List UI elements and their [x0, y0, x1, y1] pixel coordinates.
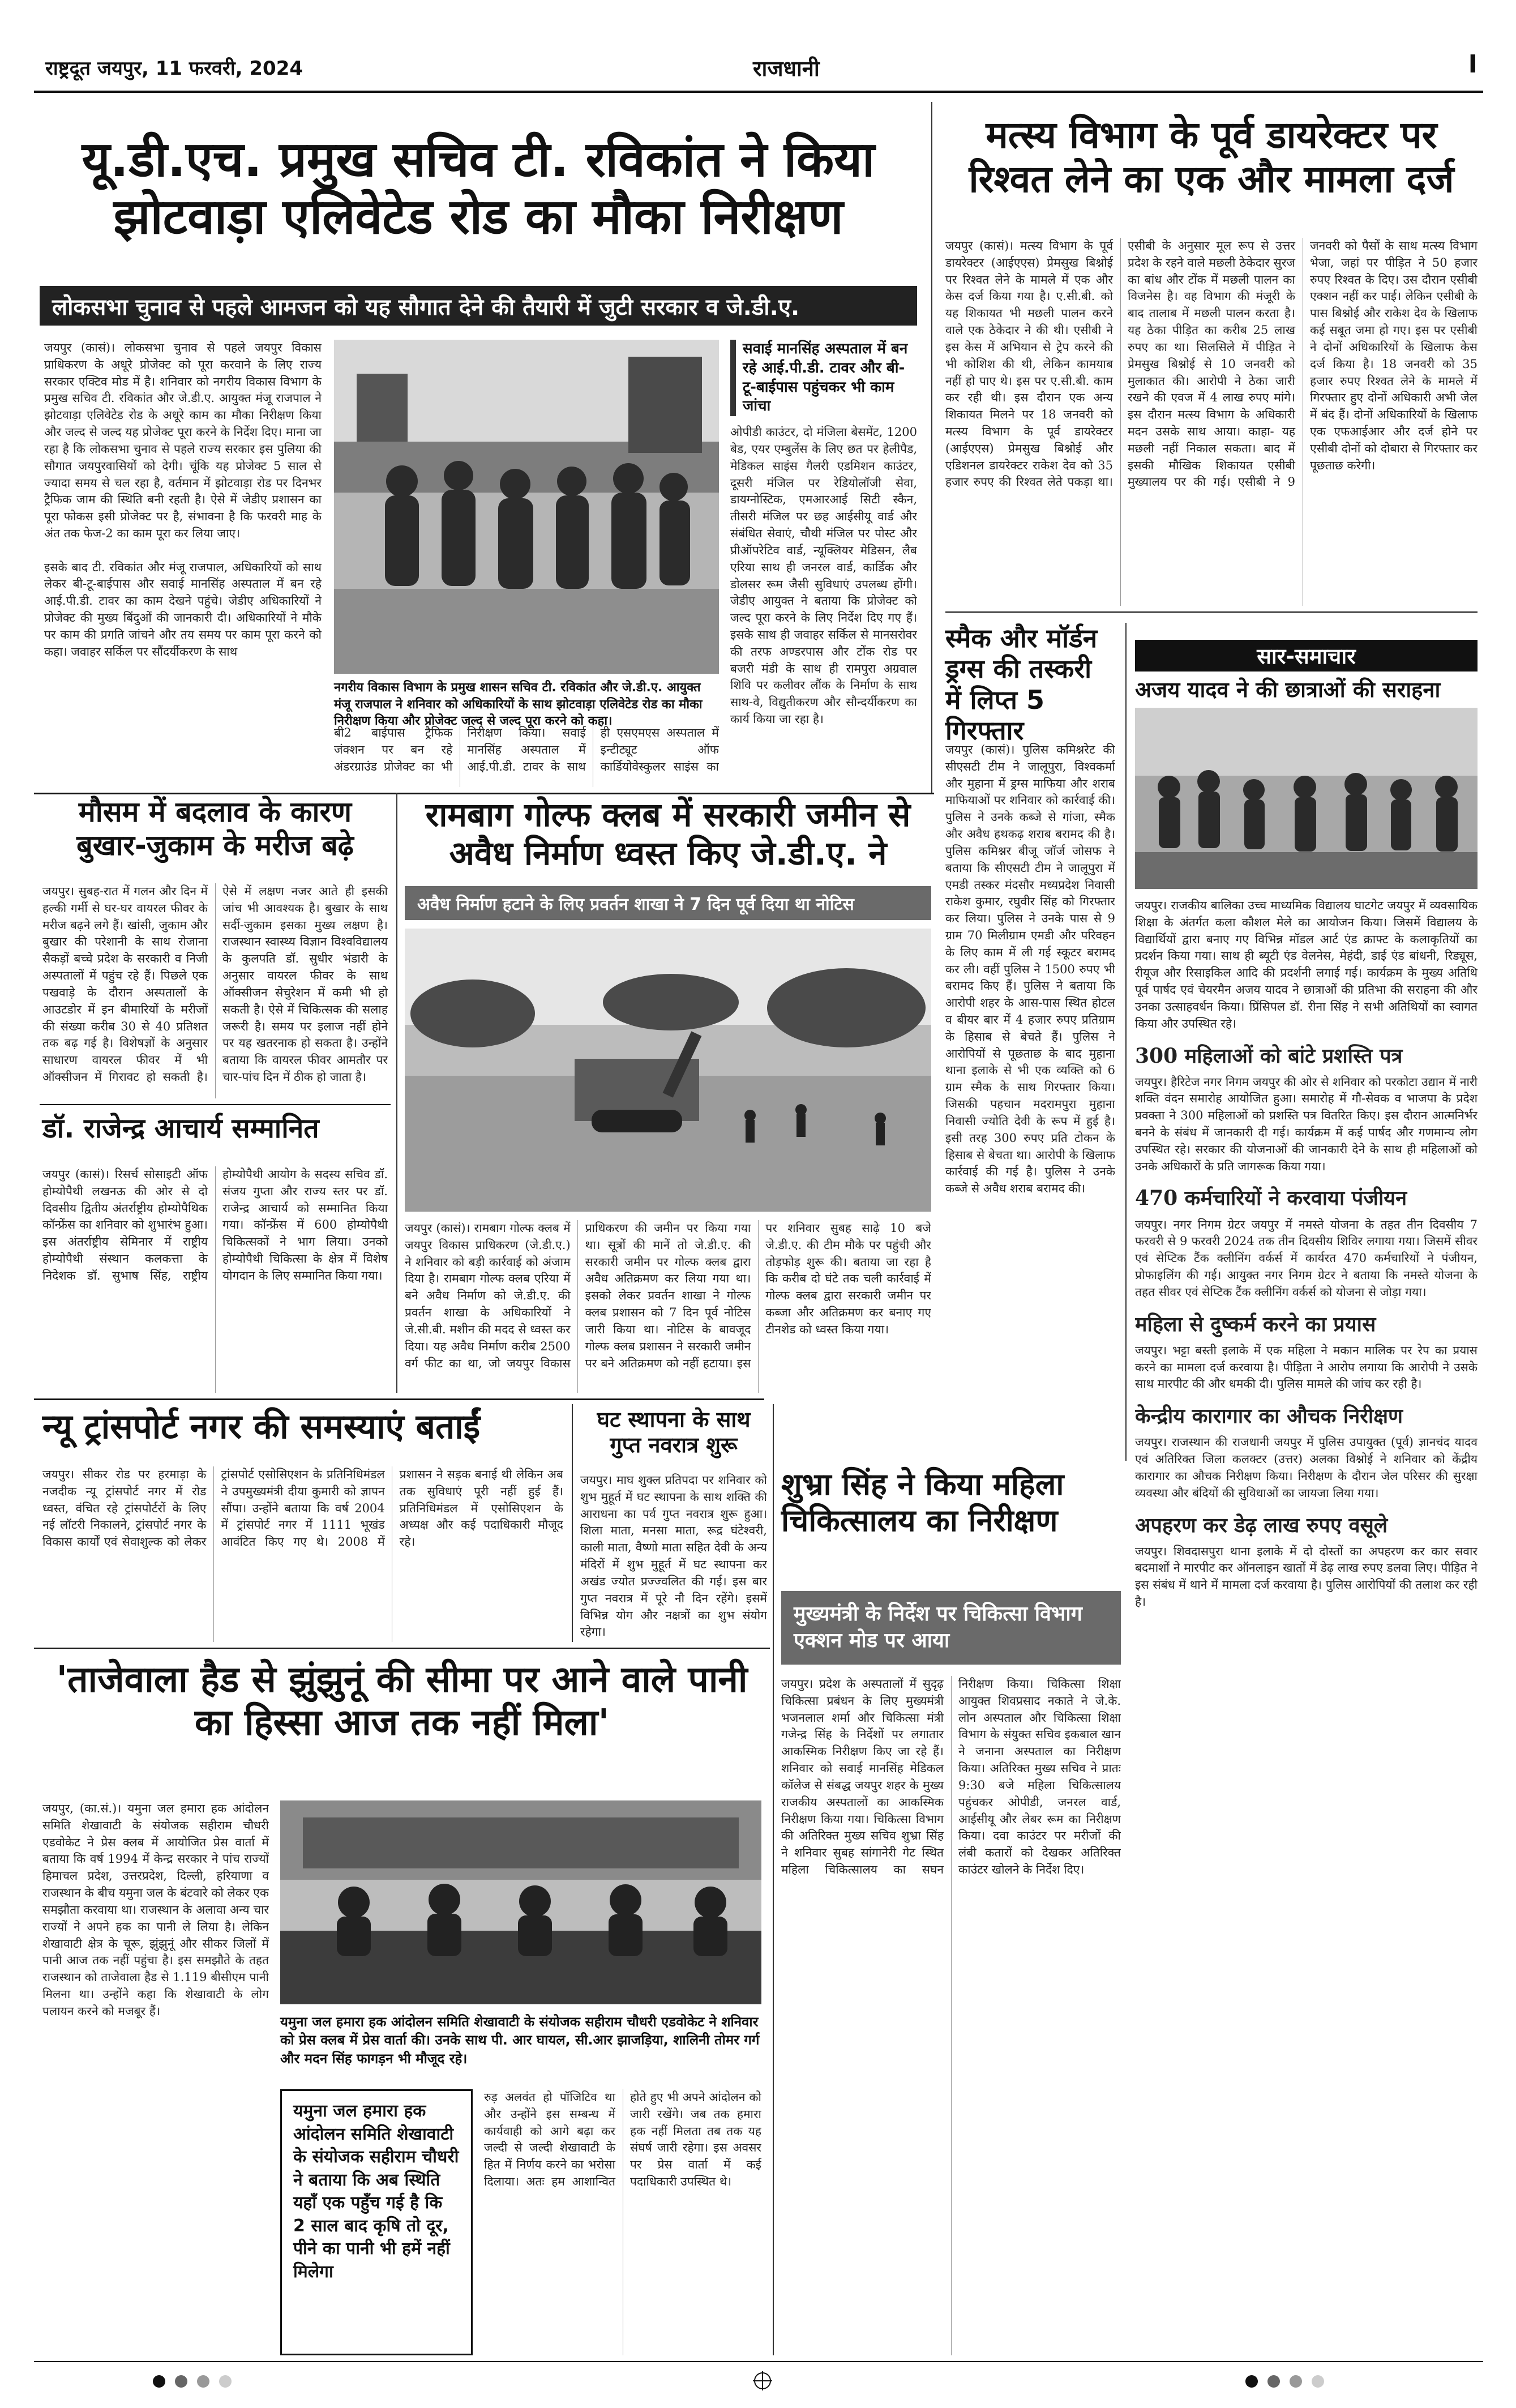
color-mark: [1290, 2375, 1302, 2388]
divider-weather-golf: [396, 793, 397, 1393]
divider-water: [34, 1648, 770, 1649]
udh-photo-illustration: [334, 340, 719, 674]
color-mark: [197, 2375, 209, 2388]
sar-item1-title: अजय यादव ने की छात्राओं की सराहना: [1135, 677, 1441, 702]
divider-top-center: [931, 102, 932, 793]
press-conference-illustration: [280, 1800, 761, 2004]
page-number: I: [1468, 50, 1478, 79]
udh-sidebox: [730, 340, 917, 781]
udh-photo: [334, 340, 719, 674]
divider-fisheries: [945, 611, 1478, 613]
strap-golf: अवैध निर्माण हटाने के लिए प्रवर्तन शाखा ने 7 दिन पूर्व दिया था नोटिस: [405, 886, 931, 920]
sar-item5-body: जयपुर। राजस्थान की राजधानी जयपुर में पुलिस उपायुक्त (पूर्व) ज्ञानचंद यादव एवं अतिरिक्त जिला कलक्टर (उत्तर) अलका विश्नोई ने शनिवार को केंद्रीय कारागार का औचक निरीक्षण किया। निरीक्षण के दौरान जेल परिसर की सुरक्षा व्यवस्था और बंदियों की सुविधाओं का जायजा लिया गया।: [1135, 1435, 1478, 1500]
divider-lower: [34, 1398, 764, 1400]
masthead-section: राजधानी: [753, 56, 820, 81]
water-quote-text: यमुना जल हमारा हक आंदोलन समिति शेखावाटी के संयोजक सहीराम चौधरी ने बताया कि अब स्थिति यहाँ एक पहुँच गई है कि 2 साल बाद कृषि तो दूर, पीने का पानी भी हमें नहीं मिलेगा: [293, 2101, 459, 2282]
transport-body: जयपुर। सीकर रोड पर हरमाड़ा के नजदीक न्यू ट्रांसपोर्ट नगर में रोड ध्वस्त, वंचित रहे ट्रांसपोर्टरों के लिए नई लॉटरी निकालने, ट्रांसपोर्ट नगर के विकास कार्यों एवं सेवाशुल्क को लेकर ट्रांसपोर्ट एसोसिएशन के प्रतिनिधिमंडल ने उपमुख्यमंत्री दीया कुमारी को ज्ञापन सौंपा। उन्होंने बताया कि वर्ष 2004 में ट्रांसपोर्ट नगर में 1111 भूखंड आवंटित किए गए थे। 2008 में प्रशासन ने सड़क बनाई थी लेकिन अब तक सुविधाएं पूरी नहीं हुई हैं। प्रतिनिधिमंडल में एसोसिएशन के अध्यक्ष और कई पदाधिकारी मौजूद रहे।: [42, 1468, 563, 1549]
headline-transport: न्यू ट्रांसपोर्ट नगर की समस्याएं बताईं: [42, 1407, 481, 1447]
color-mark: [153, 2375, 165, 2388]
smack-body: जयपुर (कासं)। पुलिस कमिश्नरेट की सीएसटी टीम ने जालूपुरा, विश्वकर्मा और मुहाना में ड्रग्स माफिया और शराब माफियाओं पर शनिवार को कार्रवाई की। पुलिस ने उनके कब्जे से गांजा, स्मैक और अवैध हथकढ़ शराब बरामद की है। पुलिस कमिश्नर बीजू जॉर्ज जोसफ ने बताया कि सीएसटी टीम ने जालूपुरा में एमडी तस्कर मंदसौर मध्यप्रदेश निवासी राकेश कुमार, रघुवीर सिंह को गिरफ्तार कर लिया। पुलिस ने उनके पास से 9 ग्राम 70 मिलीग्राम एमडी और परिवहन के लिए काम में ली गई स्कूटर बरामद कर ली। वहीं पुलिस ने 1500 रुपए भी बरामद किए हैं। पुलिस ने बताया कि आरोपी शहर के आस-पास स्थित होटल व बीयर बार में 4 हजार रुपए प्रतिग्राम के हिसाब से बेचते हैं। पुलिस ने आरोपियों से पूछताछ के बाद मुहाना थाना इलाके से भी एक व्यक्ति को 6 ग्राम स्मैक के साथ गिरफ्तार किया। जिसकी पहचान मदरामपुरा मुहाना निवासी ज्योति देवी के रूप में हुई है। इसी तरह 300 रुपए प्रति टोकन के हिसाब से बेचता था। आरोपी के खिलाफ कार्रवाई की गई है। पुलिस ने उनके कब्जे से अवैध शराब बरामद की।: [945, 743, 1115, 1196]
fisheries-body: जयपुर (कासं)। मत्स्य विभाग के पूर्व डायरेक्टर (आईएएस) प्रेमसुख बिश्नोई पर रिश्वत लेने के मामले में एक और केस दर्ज किया गया है। ए.सी.बी. को यह शिकायत भी मछली पालन करने वाले एक ठेकेदार ने की थी। एसीबी ने इस केस में अभियान से ट्रेप करने की भी कोशिश की थी, लेकिन कामयाब नहीं हो पाए थे। इस पर ए.सी.बी. काम कर रही थी। इस दौरान एक अन्य शिकायत मिलने पर 18 जनवरी को मत्स्य विभाग के पूर्व डायरेक्टर (आईएएस) प्रेमसुख बिश्नोई और एडिशनल डायरेक्टर राकेश देव को 35 हजार रुपए की रिश्वत लेते पकड़ा था। एसीबी के अनुसार मूल रूप से उत्तर प्रदेश के रहने वाले मछली ठेकेदार सुरज का बांध और टोंक में मछली पालन का विजनेस है। वह विभाग की मंजूरी के बाद तालाब में मछली पालन करता है। यह ठेका पीड़ित का करीब 25 लाख रुपए का था। सिलसिले में पीड़ित ने प्रेमसुख बिश्नोई से 10 जनवरी को मुलाकात की। आरोपी ने ठेका जारी रखने की एवज में 4 लाख रुपए मांगे। इस दौरान मत्स्य विभाग के अधिकारी मदन उसके साथ आया। काहा- यह मछली नहीं निकाल सकता। बाद में इसकी मौखिक शिकायत एसीबी मुख्यालय पर की गई। एसीबी ने 9 जनवरी को पैसों के साथ मत्स्य विभाग भेजा, जहां पर पीड़ित ने 50 हजार रुपए रिश्वत के दिए। उस दौरान एसीबी एक्शन नहीं कर पाई। लेकिन एसीबी के पास बिश्नोई और राकेश देव के खिलाफ कई सबूत जमा हो गए। इस पर एसीबी ने दोनों अधिकारियों के खिलाफ केस दर्ज किया है। 18 जनवरी को 35 हजार रुपए रिश्वत लेने के मामले में गिरफ्तार हुए दोनों अधिकारी अभी जेल में बंद हैं। दोनों अधिकारियों के खिलाफ एक एफआईआर और दर्ज होने पर एसीबी दोनों को दोबारा से गिरफ्तार कर पूछताछ करेगी।: [945, 239, 1478, 489]
headline-smack: स्मैक और मॉर्डन ड्रग्स की तस्करी में लिप्त 5 गिरफ्तार: [945, 623, 1098, 746]
water-photo-caption: यमुना जल हमारा हक आंदोलन समिति शेखावाटी के संयोजक सहीराम चौधरी एडवोकेट ने शनिवार को प्रेस क्लब में प्रेस वार्ता की। उनके साथ पी. आर घायल, सी.आर झाजड़िया, शालिनी तोमर गर्ग और मदन सिंह फागड़न भी मौजूद रहे।: [280, 2014, 760, 2067]
footer-color-marks-left: [153, 2375, 238, 2390]
headline-golf: रामबाग गोल्फ क्लब में सरकारी जमीन से अवैध निर्माण ध्वस्त किए जे.डी.ए. ने: [425, 795, 911, 873]
divider-navratri-hospital: [773, 1404, 774, 2355]
sar-item6-title: अपहरण कर डेढ़ लाख रुपए वसूले: [1135, 1513, 1388, 1537]
masthead-left: राष्ट्रदूत जयपुर, 11 फरवरी, 2024: [45, 57, 303, 80]
sar-item3-title: 470 कर्मचारियों ने करवाया पंजीयन: [1135, 1186, 1407, 1211]
sar-samachar-label: सार-समाचार: [1257, 644, 1356, 669]
sar-item5-title: केन्द्रीय कारागार का औचक निरीक्षण: [1135, 1404, 1403, 1428]
sar-item1-body: जयपुर। राजकीय बालिका उच्च माध्यमिक विद्यालय घाटगेट जयपुर में व्यवसायिक शिक्षा के अंतर्गत कला कौशल मेले का आयोजन किया। जिसमें विद्यालय के विद्यार्थियों द्वारा बनाए गए विभिन्न मॉडल आर्ट एंड क्राफ्ट के कलाकृतियों का प्रदर्शन किया गया। साथ ही ब्यूटी एंड वेलनेस, मेहंदी, डाई एंड बांधनी, रिड्यूस, रीयूज और रिसाइकिल आदि की प्रदर्शनी लगाई गई। कार्यक्रम के मुख्य अतिथि पूर्व पार्षद एवं चेयरमैन अजय यादव ने छात्राओं की प्रतिभा की सराहना की और उनका उत्साहवर्धन किया। प्रिंसिपल डॉ. रीना सिंह ने सभी अतिथियों का स्वागत किया और उपस्थित रहे।: [1135, 899, 1478, 1030]
headline-water: 'ताजेवाला हैड से झुंझुनूं की सीमा पर आने वाले पानी का हिस्सा आज तक नहीं मिला': [56, 1659, 748, 1744]
award-body: जयपुर (कासं)। रिसर्च सोसाइटी ऑफ होम्योपैथी लखनऊ की ओर से दो दिवसीय द्वितीय अंतर्राष्ट्रीय होम्योपैथिक कॉन्फ्रेंस का शनिवार को शुभारंभ हुआ। इस अंतर्राष्ट्रीय सेमिनार में राष्ट्रीय होम्योपैथी संस्थान कलकत्ता के निदेशक डॉ. सुभाष सिंह, राष्ट्रीय होम्योपैथी आयोग के सदस्य सचिव डॉ. संजय गुप्ता और राज्य स्तर पर डॉ. राजेन्द्र आचार्य को सम्मानित किया गया। कॉन्फ्रेंस में 600 होम्योपैथी चिकित्सकों ने भाग लिया। उनको होम्योपैथी चिकित्सा के क्षेत्र में विशेष योगदान के लिए सम्मानित किया गया।: [42, 1167, 388, 1282]
hospital-body: जयपुर। प्रदेश के अस्पतालों में सुदृढ़ चिकित्सा प्रबंधन के लिए मुख्यमंत्री भजनलाल शर्मा और चिकित्सा मंत्री गजेन्द्र सिंह के निर्देशों पर लगातार आकस्मिक निरीक्षण किए जा रहे हैं। शनिवार को सवाई मानसिंह मेडिकल कॉलेज से संबद्ध जयपुर शहर के मुख्य राजकीय अस्पतालों का आकस्मिक निरीक्षण किया गया। चिकित्सा विभाग की अतिरिक्त मुख्य सचिव शुभ्रा सिंह ने शनिवार सुबह सांगानेरी गेट स्थित महिला चिकित्सालय का सघन निरीक्षण किया। चिकित्सा शिक्षा आयुक्त शिवप्रसाद नकाते ने जे.के. लोन अस्पताल और चिकित्सा शिक्षा विभाग के संयुक्त सचिव इकबाल खान ने जनाना अस्पताल का निरीक्षण किया। अतिरिक्त मुख्य सचिव ने प्रातः 9:30 बजे महिला चिकित्सालय पहुंचकर ओपीडी, जनरल वार्ड, आईसीयू और लेबर रूम का निरीक्षण किया। दवा काउंटर पर मरीजों की लंबी कतारों को देखकर अतिरिक्त काउंटर खोलने के निर्देश दिए।: [781, 1677, 1121, 1876]
color-mark: [1245, 2375, 1258, 2388]
divider-middle: [34, 793, 934, 794]
registration-mark-icon: [753, 2371, 772, 2393]
headline-fisheries: मत्स्य विभाग के पूर्व डायरेक्टर पर रिश्वत लेने का एक और मामला दर्ज: [969, 113, 1454, 201]
headline-hospital: शुभ्रा सिंह ने किया महिला चिकित्सालय का निरीक्षण: [781, 1466, 1064, 1538]
sar-samachar-body: [1135, 897, 1478, 2330]
weather-body: जयपुर। सुबह-रात में गलन और दिन में हल्की गर्मी से घर-घर वायरल फीवर के मरीज बढ़ने लगे हैं। खांसी, जुकाम और बुखार की परेशानी के साथ रोजाना सैकड़ों बच्चे प्रदेश के सरकारी व निजी अस्पतालों में पहुंच रहे हैं। पिछले एक पखवाड़े के दौरान अस्पतालों के आउटडोर में इन बीमारियों के मरीजों की संख्या करीब 30 से 40 प्रतिशत तक बढ़ गई है। विशेषज्ञों के अनुसार साधारण वायरल फीवर में भी ऑक्सीजन में गिरावट हो सकती है। ऐसे में लक्षण नजर आते ही इसकी जांच भी आवश्यक है। बुखार के साथ सर्दी-जुकाम इसका मुख्य लक्षण है। राजस्थान स्वास्थ्य विज्ञान विश्वविद्यालय के कुलपति डॉ. सुधीर भंडारी के अनुसार वायरल फीवर के साथ ऑक्सीजन सेचुरेशन में कमी भी हो सकती है। ऐसे में चिकित्सक की सलाह जरूरी है। समय पर इलाज नहीं होने पर यह खतरनाक हो सकता है। उन्होंने बताया कि वायरल फीवर आमतौर पर चार-पांच दिन में ठीक हो जाता है।: [42, 884, 388, 1084]
sar-item2-title: 300 महिलाओं को बांटे प्रशस्ति पत्र: [1135, 1043, 1403, 1068]
bottom-rule: [34, 2361, 1483, 2362]
color-mark: [1312, 2375, 1324, 2388]
sar-samachar-header: [1135, 640, 1478, 671]
strap-hospital: मुख्यमंत्री के निर्देश पर चिकित्सा विभाग एक्शन मोड पर आया: [781, 1591, 1121, 1665]
water-body-2: रुड़ अलवंत हो पॉजिटिव था और उन्होंने इस सम्बन्ध में कार्यवाही को आगे बढ़ा कर जल्दी से जल्दी शेखावाटी के हित में निर्णय करने का भरोसा दिलाया। अतः हम आशान्वित होते हुए भी अपने आंदोलन को जारी रखेंगे। जब तक हमारा हक नहीं मिलता तब तक यह संघर्ष जारी रहेगा। इस अवसर पर प्रेस वार्ता में कई पदाधिकारी उपस्थित थे।: [484, 2090, 761, 2189]
sar-item2-body: जयपुर। हैरिटेज नगर निगम जयपुर की ओर से शनिवार को परकोटा उद्यान में नारी शक्ति वंदन समारोह आयोजित हुआ। समारोह में गौ-सेवक व भाजपा के प्रदेश प्रवक्ता ने 300 महिलाओं को प्रशस्ति पत्र वितरित किए। इस दौरान आत्मनिर्भर बनने के संबंध में जानकारी दी गई। कार्यक्रम में कई पार्षद और गणमान्य लोग उपस्थित रहे। सरकार की योजनाओं की जानकारी देने के साथ ही महिलाओं को उनके अधिकारों के प्रति जागरूक किया गया।: [1135, 1075, 1478, 1173]
navratri-body: जयपुर। माघ शुक्ल प्रतिपदा पर शनिवार को शुभ मुहूर्त में घट स्थापना के साथ शक्ति की आराधना का पर्व गुप्त नवरात्र शुरू हुआ। शिला माता, मनसा माता, रूद्र घंटेश्वरी, काली माता, वैष्णो माता सहित देवी के अन्य मंदिरों में शुभ मुहूर्त में घट स्थापना कर अखंड ज्योत प्रज्ज्वलित की गई। इस बार गुप्त नवरात्र में पूरे नौ दिन रहेंगे। इसमें विभिन्न योग और नक्षत्रों का शुभ संयोग रहेगा।: [580, 1473, 767, 1639]
headline-udh: यू.डी.एच. प्रमुख सचिव टी. रविकांत ने किया झोटवाड़ा एलिवेटेड रोड का मौका निरीक्षण: [82, 131, 875, 246]
school-event-illustration: [1135, 708, 1478, 889]
masthead: [34, 50, 1483, 84]
divider-smack: [1125, 623, 1127, 1461]
headline-navratri: घट स्थापना के साथ गुप्त नवरात्र शुरू: [597, 1407, 751, 1457]
color-mark: [1267, 2375, 1280, 2388]
udh-sidebox-title: सवाई मानसिंह अस्पताल में बन रहे आई.पी.डी. टावर और बी-टू-बाईपास पहुंचकर भी काम जांचा: [730, 340, 917, 416]
divider-weather: [40, 1104, 391, 1105]
udh-sidebox-body: ओपीडी काउंटर, दो मंजिला बेसमेंट, 1200 बेड, एयर एम्बुलेंस के लिए छत पर हेलीपैड, मेडिकल साइंस गैलरी एडमिशन काउंटर, दूसरी मंजिल पर रेडियोलॉजी सेवा, डायग्नोस्टिक, एमआरआई सिटी स्कैन, तीसरी मंजिल पर छह आईसीयू वार्ड और संबंधित सेवाएं, चौथी मंजिल पर पोस्ट और प्रीऑपरेटिव वार्ड, न्यूक्लियर मेडिसन, लैब एरिया साथ ही जनरल वार्ड, कार्डिक और डोलसर रूम जैसी सुविधाएं उपलब्ध होंगी। जेडीए आयुक्त ने बताया कि प्रोजेक्ट को जल्द पूरा करने के लिए निर्देश दिए गए हैं। इसके साथ ही जवाहर सर्किल से मानसरोवर की तरफ अण्डरपास और टोंक रोड पर बजरी मंडी के साथ ही रामपुरा अग्रवाल शिवि पर कलीवर लौंक के निर्माण के साथ साथ-वे, विद्युतीकरण और सौन्दर्यीकरण का कार्य किया जा रहा है।: [730, 425, 917, 726]
udh-body-2: इसके बाद टी. रविकांत और मंजू राजपाल, अधिकारियों को साथ लेकर बी-टू-बाईपास और सवाई मानसिंह अस्पताल में बन रहे आई.पी.डी. टावर का काम देखने पहुंचे। जेडीए अधिकारियों ने प्रोजेक्ट की मुख्य बिंदुओं की जानकारी दी। अधिकारियों ने मौके पर काम की प्रगति जांचने और तय समय पर काम पूरा करने को कहा। जवाहर सर्किल पर सौंदर्यीकरण के साथ: [44, 560, 322, 658]
divider-transport-navratri: [572, 1404, 573, 1642]
sar-item3-body: जयपुर। नगर निगम ग्रेटर जयपुर में नमस्ते योजना के तहत तीन दिवसीय 7 फरवरी से 9 फरवरी 2024 तक तीन दिवसीय शिविर लगाया गया। जिसमें सीवर एवं सेप्टिक टैंक क्लीनिंग वर्कर्स में कार्यरत 470 कर्मचारियों ने पंजीयन, प्रोफाइलिंग की गई। आयुक्त नगर निगम ग्रेटर ने बताया कि नमस्ते योजना के तहत सीवर एवं सेप्टिक टैंक क्लीनिंग वर्कर्स को योजना से जोड़ा गया।: [1135, 1217, 1478, 1299]
strap-udh: लोकसभा चुनाव से पहले आमजन को यह सौगात देने की तैयारी में जुटी सरकार व जे.डी.ए.: [40, 286, 917, 326]
footer-color-marks-right: [1245, 2375, 1331, 2390]
udh-body-bottom: बी2 बाईपास ट्रैफिक जंक्शन पर बन रहे अंडरग्राउंड प्रोजेक्ट का भी निरीक्षण किया। सवाई मानसिंह अस्पताल में आई.पी.डी. टावर के साथ ही एसएमएस अस्पताल में इन्टीट्यूट ऑफ कार्डियोवेस्कुलर साइंस का: [334, 726, 719, 773]
udh-body-1: जयपुर (कासं)। लोकसभा चुनाव से पहले जयपुर विकास प्राधिकरण के अधूरे प्रोजेक्ट को पूरा करवाने के लिए राज्य सरकार एक्टिव मोड में है। शनिवार को नगरीय विकास विभाग के प्रमुख सचिव टी. रविकांत और जे.डी.ए. आयुक्त मंजू राजपाल ने झोटवाड़ा एलिवेटेड रोड के अधूरे काम का मौका निरीक्षण किया और जल्द से जल्द यह प्रोजेक्ट पूरा करने के निर्देश दिए। माना जा रहा है कि लोकसभा चुनाव से पहले राज्य सरकार इस पुलिया की सौगात जयपुरवासियों को देगी। चूंकि यह प्रोजेक्ट 5 साल से ज्यादा समय से चल रहा है, वर्तमान में झोटवाड़ा रोड पर दिनभर ट्रैफिक जाम की स्थिति बनी रहती है। ऐसे में जेडीए प्रशासन का पूरा फोकस इसी प्रोजेक्ट पर है, संभावना है कि फरवरी माह के अंत तक फेज-2 का काम पूरा कर लिया जाए।: [44, 341, 322, 540]
water-body: जयपुर, (का.सं.)। यमुना जल हमारा हक आंदोलन समिति शेखावाटी के संयोजक सहीराम चौधरी एडवोकेट ने प्रेस क्लब में आयोजित प्रेस वार्ता में बताया कि वर्ष 1994 में केन्द्र सरकार ने पांच राज्यों हिमाचल प्रदेश, उत्तरप्रदेश, दिल्ली, हरियाणा व राजस्थान के बीच यमुना जल के बंटवारे को लेकर एक समझौता करवाया था। राजस्थान के अलावा अन्य चार राज्यों ने अपने हक का पानी ले लिया है। लेकिन शेखावाटी क्षेत्र के चूरू, झुंझुनूं और सीकर जिलों में पानी आज तक नहीं पहुंचा है। इस समझौते के तहत राजस्थान को ताजेवाला हैड से 1.119 बीसीएम पानी मिलना था। उन्होंने कहा कि शेखावाटी के लोग पलायन करने को मजबूर हैं।: [42, 1802, 269, 2018]
sar-item4-body: जयपुर। भट्टा बस्ती इलाके में एक महिला ने मकान मालिक पर रेप का प्रयास करने का मामला दर्ज करवाया है। पीड़िता ने आरोप लगाया कि आरोपी ने उसके साथ मारपीट की और धमकी दी। पुलिस मामले की जांच कर रही है।: [1135, 1343, 1478, 1391]
udh-body-col1: [44, 340, 322, 781]
color-mark: [175, 2375, 187, 2388]
water-quote: [280, 2089, 473, 2355]
headline-weather: मौसम में बदलाव के कारण बुखार-जुकाम के मरीज बढ़े: [76, 795, 354, 862]
demolition-illustration: [405, 929, 931, 1212]
sar-item4-title: महिला से दुष्कर्म करने का प्रयास: [1135, 1312, 1376, 1336]
water-photo: [280, 1800, 761, 2004]
color-mark: [219, 2375, 232, 2388]
golf-photo: [405, 929, 931, 1212]
sar-item1-photo: [1135, 708, 1478, 889]
headline-award: डॉ. राजेन्द्र आचार्य सम्मानित: [42, 1113, 319, 1144]
udh-photo-caption: नगरीय विकास विभाग के प्रमुख शासन सचिव टी. रविकांत और जे.डी.ए. आयुक्त मंजू राजपाल ने शनिवार को अधिकारियों के साथ झोटवाड़ा एलिवेटेड रोड का मौका निरीक्षण किया और प्रोजेक्ट जल्द से जल्द पूरा करने को कहा।: [334, 681, 703, 729]
sar-item6-body: जयपुर। शिवदासपुरा थाना इलाके में दो दोस्तों का अपहरण कर कार सवार बदमाशों ने मारपीट कर ऑनलाइन खातों में डेढ़ लाख रुपए डलवा लिए। पीड़ित ने इस संबंध में थाने में मामला दर्ज करवाया है। पुलिस आरोपियों की तलाश कर रही है।: [1135, 1544, 1478, 1609]
masthead-rule: [34, 91, 1483, 93]
golf-body: जयपुर (कासं)। रामबाग गोल्फ क्लब में जयपुर विकास प्राधिकरण (जे.डी.ए.) ने शनिवार को बड़ी कार्रवाई को अंजाम दिया है। रामबाग गोल्फ क्लब एरिया में बने अवैध निर्माण को जे.डी.ए. की प्रवर्तन शाखा के अधिकारियों ने जे.सी.बी. मशीन की मदद से ध्वस्त कर दिया। यह अवैध निर्माण करीब 2500 वर्ग फीट का था, जो जयपुर विकास प्राधिकरण की जमीन पर किया गया था। सूत्रों की मानें तो जे.डी.ए. की सरकारी जमीन पर गोल्फ क्लब द्वारा अवैध अतिक्रमण कर लिया गया था। इसको लेकर प्रवर्तन शाखा ने गोल्फ क्लब प्रशासन को 7 दिन पूर्व नोटिस जारी किया था। नोटिस के बावजूद गोल्फ क्लब प्रशासन ने सरकारी जमीन पर बने अतिक्रमण को नहीं हटाया। इस पर शनिवार सुबह साढ़े 10 बजे जे.डी.ए. की टीम मौके पर पहुंची और तोड़फोड़ शुरू की। बताया जा रहा है कि करीब दो घंटे तक चली कार्रवाई में गोल्फ क्लब द्वारा सरकारी जमीन पर कब्जा और अतिक्रमण कर बनाए गए टीनशेड को ध्वस्त किया गया।: [405, 1221, 931, 1370]
